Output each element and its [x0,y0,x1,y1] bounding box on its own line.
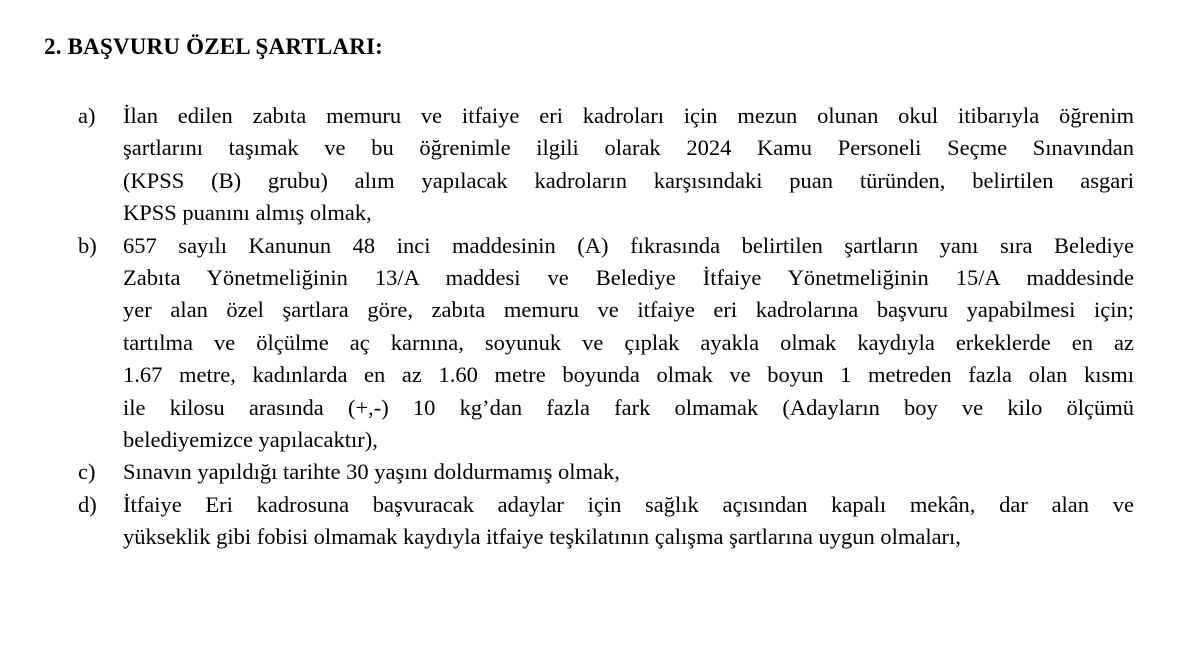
text-line: belediyemizce yapılacaktır), [123,426,378,452]
list-item-c [78,456,1134,488]
text-line: İtfaiye Eri kadrosuna başvuracak adaylar için sağlık açısından kapalı mekân, dar alan ve [123,491,1134,517]
list-item-b [78,230,1134,457]
text-line: (KPSS (B) grubu) alım yapılacak kadroların karşısındaki puan türünden, belirtilen asgari [123,167,1134,193]
text-line: 1.67 metre, kadınlarda en az 1.60 metre boyunda olmak ve boyun 1 metreden fazla olan kısmı [123,362,1134,388]
list-marker: d) [78,491,97,517]
list-item-d [78,489,1134,554]
section-heading: 2. BAŞVURU ÖZEL ŞARTLARI: [44,34,384,59]
list-marker: c) [78,459,96,485]
text-line: İlan edilen zabıta memuru ve itfaiye eri kadroları için mezun olunan okul itibarıyla öğrenim [123,103,1134,128]
text-line: yer alan özel şartlara göre, zabıta memuru ve itfaiye eri kadrolarına başvuru yapabilmesi için; [123,297,1134,323]
text-line: 657 sayılı Kanunun 48 inci maddesinin (A) fıkrasında belirtilen şartların yanı sıra Belediye [123,232,1134,258]
text-line: KPSS puanını almış olmak, [123,200,372,226]
list-item-a [78,100,1134,230]
text-line: ile kilosu arasında (+,-) 10 kg’dan fazla fark olmamak (Adayların boy ve kilo ölçümü [123,394,1134,420]
list-marker: a) [78,103,96,128]
list-marker: b) [78,232,97,258]
text-line: şartlarını taşımak ve bu öğrenimle ilgili olarak 2024 Kamu Personeli Seçme Sınavından [123,135,1134,161]
text-line: Sınavın yapıldığı tarihte 30 yaşını doldurmamış olmak, [123,459,620,485]
text-line: Zabıta Yönetmeliğinin 13/A maddesi ve Belediye İtfaiye Yönetmeliğinin 15/A maddesinde [123,264,1134,290]
text-line: tartılma ve ölçülme aç karnına, soyunuk ve çıplak ayakla olmak kaydıyla erkeklerde en az [123,329,1134,355]
requirements-list [78,100,1134,553]
text-line: yükseklik gibi fobisi olmamak kaydıyla itfaiye teşkilatının çalışma şartlarına uygun olmaları, [123,524,961,550]
